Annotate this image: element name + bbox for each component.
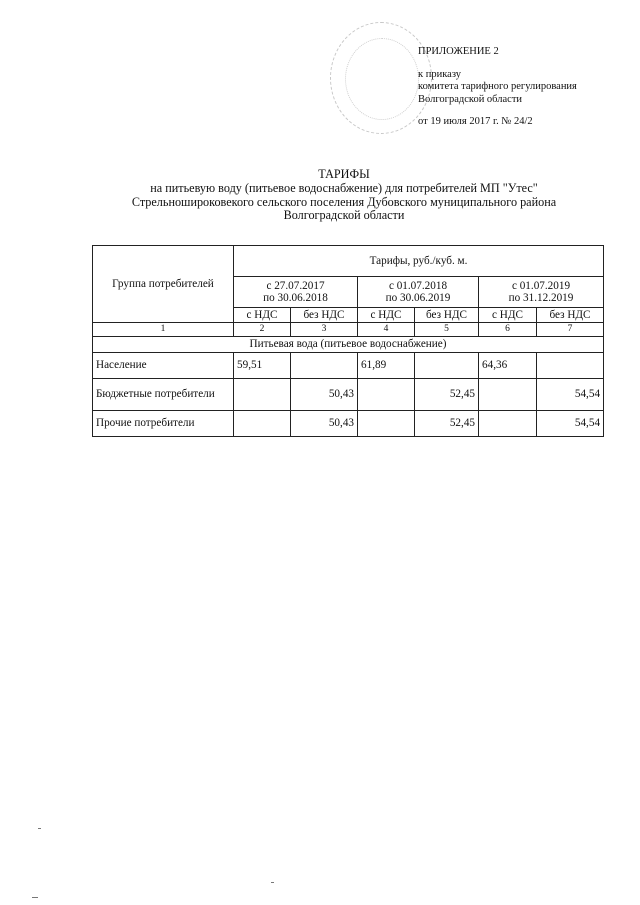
appendix-heading: ПРИЛОЖЕНИЕ 2	[418, 46, 499, 57]
vat-without-cell: без НДС	[415, 308, 479, 323]
period-from: с 01.07.2018	[388, 279, 448, 292]
period-cell	[358, 277, 479, 308]
tariff-value	[415, 353, 479, 379]
table-header-row	[93, 246, 604, 277]
period-to: по 31.12.2019	[508, 292, 574, 304]
column-number: 2	[234, 323, 291, 337]
vat-with-cell: с НДС	[479, 308, 537, 323]
scan-speck	[271, 882, 274, 883]
tariff-value: 54,54	[537, 379, 604, 411]
title-line: на питьевую воду (питьевое водоснабжение) для потребителей МП "Утес"	[150, 180, 538, 195]
period-to: по 30.06.2018	[263, 292, 328, 304]
tariff-value: 64,36	[479, 353, 537, 379]
column-number: 7	[537, 323, 604, 337]
group-header-cell: Группа потребителей	[93, 246, 234, 323]
column-number: 4	[358, 323, 415, 337]
tariff-value	[291, 353, 358, 379]
tariff-value	[537, 353, 604, 379]
consumer-group: Прочие потребители	[93, 411, 234, 437]
table-row	[93, 379, 604, 411]
approval-line: к приказу	[418, 68, 461, 80]
column-number: 5	[415, 323, 479, 337]
tariff-value: 59,51	[234, 353, 291, 379]
section-row	[93, 337, 604, 353]
period-from: с 27.07.2017	[266, 279, 325, 292]
vat-without-cell: без НДС	[537, 308, 604, 323]
tariff-value	[479, 411, 537, 437]
scan-speck	[38, 828, 41, 829]
section-title: Питьевая вода (питьевое водоснабжение)	[93, 337, 604, 353]
tariff-value: 61,89	[358, 353, 415, 379]
table-row	[93, 411, 604, 437]
tariff-value: 50,43	[291, 411, 358, 437]
consumer-group: Население	[93, 353, 234, 379]
tariff-header-cell: Тарифы, руб./куб. м.	[234, 246, 604, 277]
period-to: по 30.06.2019	[385, 292, 451, 304]
vat-with-cell: с НДС	[234, 308, 291, 323]
tariff-value: 52,45	[415, 411, 479, 437]
tariff-value	[234, 379, 291, 411]
consumer-group: Бюджетные потребители	[93, 379, 234, 411]
tariff-value	[358, 411, 415, 437]
period-cell	[234, 277, 358, 308]
column-number: 3	[291, 323, 358, 337]
title-line: Стрельношироковекого сельского поселения Дубовского муниципального района	[131, 194, 557, 209]
tariff-value	[234, 411, 291, 437]
column-number: 6	[479, 323, 537, 337]
tariff-value	[358, 379, 415, 411]
table-row	[93, 353, 604, 379]
official-seal-inner-ring	[345, 38, 419, 120]
approval-date: от 19 июля 2017 г. № 24/2	[418, 116, 533, 128]
period-from: с 01.07.2019	[511, 279, 571, 292]
column-number: 1	[93, 323, 234, 337]
approval-line: комитета тарифного регулирования	[418, 81, 577, 93]
approval-line: Волгоградской области	[418, 93, 523, 105]
period-cell	[479, 277, 604, 308]
tariff-value: 54,54	[537, 411, 604, 437]
tariff-value	[479, 379, 537, 411]
document-title	[94, 168, 594, 223]
title-line: Волгоградской области	[283, 208, 405, 223]
approval-block	[418, 46, 618, 129]
vat-with-cell: с НДС	[358, 308, 415, 323]
scan-speck	[32, 897, 38, 898]
column-number-row	[93, 323, 604, 337]
title-main: ТАРИФЫ	[318, 167, 370, 181]
tariff-value: 50,43	[291, 379, 358, 411]
tariff-table	[92, 245, 604, 437]
vat-without-cell: без НДС	[291, 308, 358, 323]
tariff-value: 52,45	[415, 379, 479, 411]
